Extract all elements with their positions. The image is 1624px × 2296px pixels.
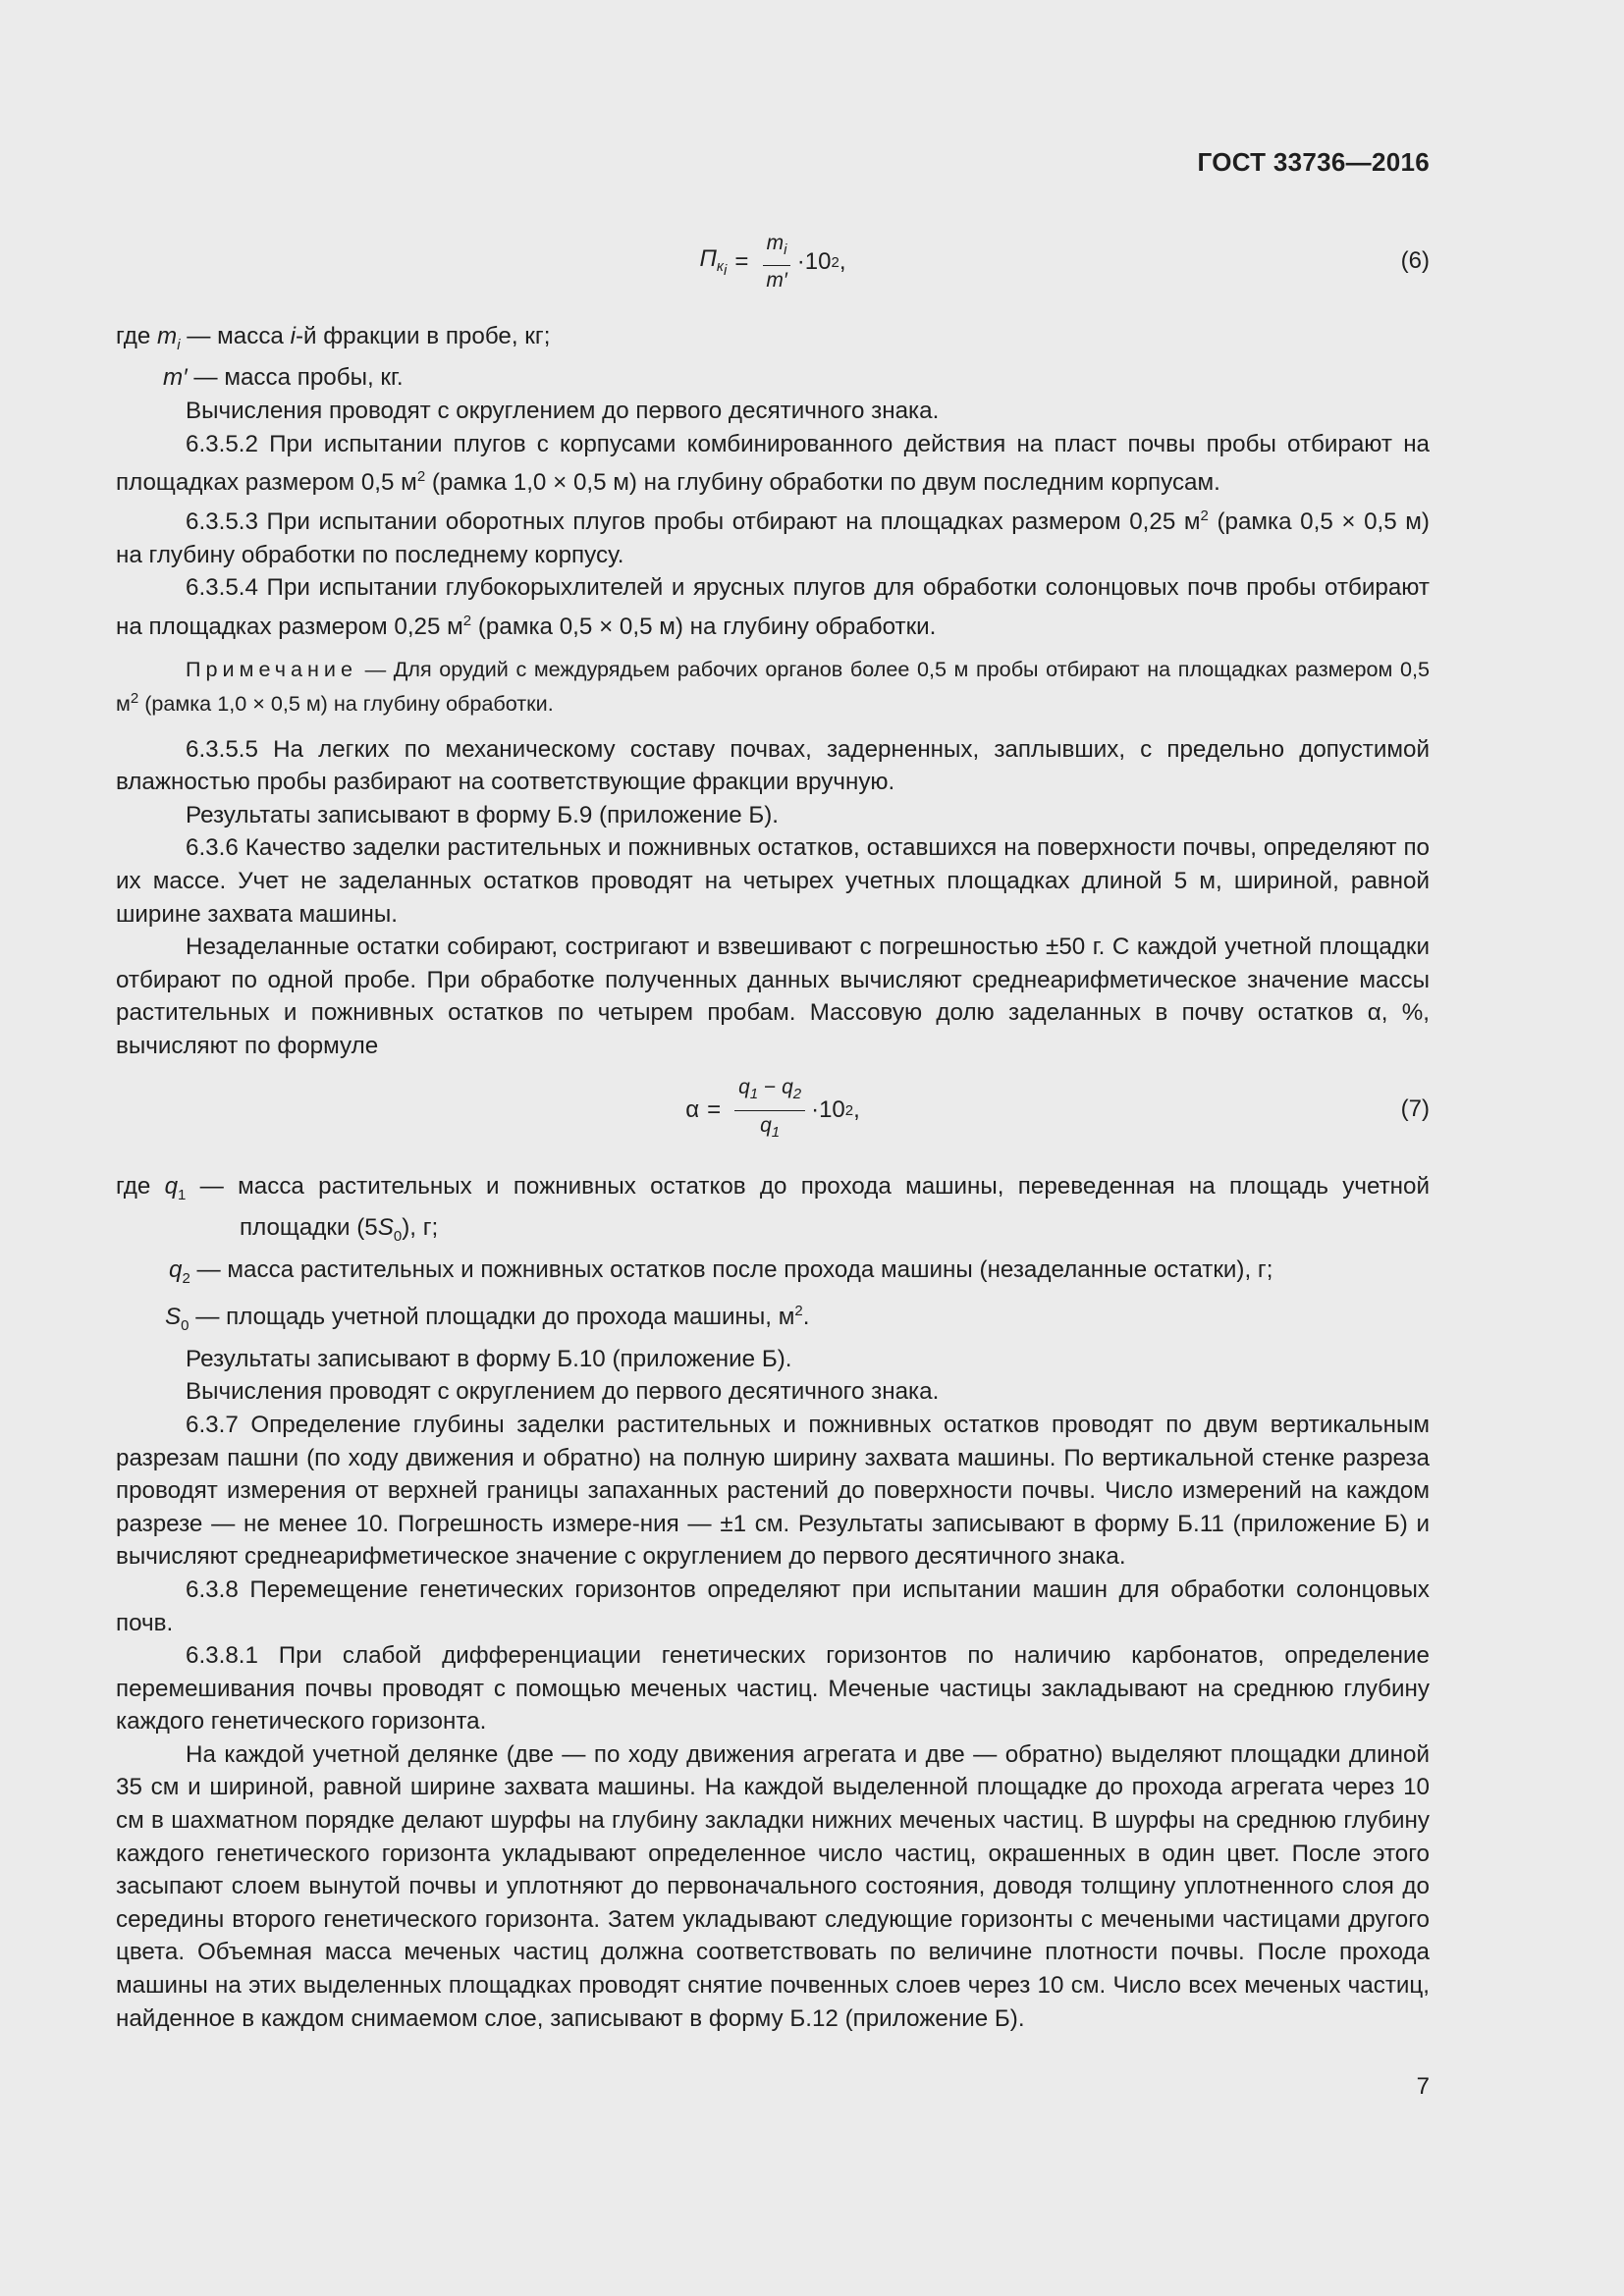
paragraph-6-3-8: 6.3.8 Перемещение генетических горизонтов определяют при испытании машин для обработки солонцовых почв. (116, 1575, 1430, 1636)
formula-7-number: (7) (1400, 1095, 1430, 1122)
paragraph-6-3-5-4: 6.3.5.4 При испытании глубокорыхлителей и ярусных плугов для обработки солонцовых почв пробы отбирают на площадках размером 0,25 $м^2$ (рамка 0,5 × 0,5 м) на глубину обработки. (116, 574, 1430, 640)
paragraph-results-b9: Результаты записывают в форму Б.9 (приложение Б). (186, 801, 780, 828)
paragraph-unburied-residues: Незаделанные остатки собирают, состригают и взвешивают с погрешностью ±50 г. С каждой учетной площадки отбирают по одной пробе. При обработке полученных данных вычисляют среднеарифметическое значение массы растительных и пожнивных остатков по четырем пробам. Массовую долю заделанных в почву остатков α, %, вычисляют по формуле (116, 934, 1430, 1059)
note: Примечание — Для орудий с междурядьем рабочих органов более 0,5 м пробы отбирают на площадках размером 0,5 $м^2$ (рамка 1,0 × 0,5 м) на глубину обработки. (116, 657, 1430, 717)
definition-q2: $q_2$ — масса растительных и пожнивных остатков после прохода машины (незаделанные остатки), г; (169, 1255, 1273, 1287)
document-header: ГОСТ 33736—2016 (1197, 147, 1430, 177)
formula-6-multiplier: ·10 (796, 248, 832, 275)
text-block-1 (116, 320, 1430, 1062)
text-block-2 (116, 1170, 1430, 2035)
equals-sign: = (734, 248, 749, 275)
paragraph-6-3-5-2: 6.3.5.2 При испытании плугов с корпусами комбинированного действия на пласт почвы пробы отбирают на площадках размером 0,5 $м^2$ (рамка 1,0 × 0,5 м) на глубину обработки по двум последним корпусам. (116, 430, 1430, 497)
paragraph-6-3-5-3: 6.3.5.3 При испытании оборотных плугов пробы отбирают на площадках размером 0,25 $м^2$ (рамка 0,5 × 0,5 м) на глубину обработки по последнему корпусу. (116, 507, 1430, 568)
formula-6-fraction: $\frac{m_i}{m'}$ (762, 231, 790, 294)
note-label: Примечание (186, 657, 357, 682)
definition-m: m′ — масса пробы, кг. (163, 364, 404, 392)
paragraph-rounding-2: Вычисления проводят с округлением до первого десятичного знака. (186, 1378, 940, 1406)
formula-6-expression: $П_{к_i}$ = $\frac{m_i}{m'}$ ·10 2 , (699, 231, 846, 293)
formula-7-expression: α = $\frac{q_1 - q_2}{q_1}$ ·10 2 , (116, 1076, 1430, 1145)
paragraph-6-3-5-5: 6.3.5.5 На легких по механическому составу почвах, задерненных, заплывших, с предельно допустимой влажностью пробы разбирают на соответствующие фракции вручную. (116, 735, 1430, 796)
definition-s0: $S_0$ — площадь учетной площадки до прохода машины, $м^2$. (165, 1303, 810, 1335)
formula-7 (116, 1076, 1430, 1145)
formula-7-multiplier: ·10 (811, 1096, 845, 1123)
paragraph-6-3-6: 6.3.6 Качество заделки растительных и пожнивных остатков, оставшихся на поверхности почвы, определяют по их массе. Учет не заделанных остатков проводят на четырех учетных площадках длиной 5 м, шириной, равной ширине захвата машины. (116, 834, 1430, 928)
formula-7-lhs: α (685, 1096, 700, 1123)
paragraph-marked-particles: На каждой учетной делянке (две — по ходу движения агрегата и две — обратно) выделяют площадки длиной 35 см и шириной, равной ширине захвата машины. На каждой выделенной площадке до прохода агрегата через 10 см в шахматном порядке делают шурфы на глубину закладки нижних меченых частиц. В шурфы на среднюю глубину каждого генетического горизонта укладывают определенное число частиц, окрашенных в один цвет. После этого засыпают слоем вынутой почвы и уплотняют до первоначального состояния, доводя толщину уплотненного слоя до середины второго генетического горизонта. Затем укладывают следующие горизонты с мечеными частицами другого цвета. Объемная масса меченых частиц должна соответствовать по величине плотности почвы. После прохода машины на этих выделенных площадках проводят снятие почвенных слоев через 10 см. Число всех меченых частиц, найденное в каждом снимаемом слое, записывают в форму Б.12 (приложение Б). (116, 1740, 1430, 2032)
paragraph-6-3-8-1: 6.3.8.1 При слабой дифференциации генетических горизонтов по наличию карбонатов, определение перемешивания почвы проводят с помощью меченых частиц. Меченые частицы закладывают на среднюю глубину каждого генетического горизонта. (116, 1642, 1430, 1735)
definition-q1: где $q_1$ — масса растительных и пожнивных остатков до прохода машины, переведенная на площадь учетной площадки $(5S_0)$, г; (116, 1173, 1430, 1246)
paragraph-6-3-7: 6.3.7 Определение глубины заделки растительных и пожнивных остатков проводят по двум вертикальным разрезам пашни (по ходу движения и обратно) на полную ширину захвата машины. По вертикальной стенке разреза проводят измерения от верхней границы запаханных растений до поверхности почвы. Число измерений на каждом разрезе — не менее 10. Погрешность измере-ния — ±1 см. Результаты записывают в форму Б.11 (приложение Б) и вычисляют среднеарифметическое значение с округлением до первого десятичного знака. (116, 1411, 1430, 1571)
paragraph-results-b10: Результаты записывают в форму Б.10 (приложение Б). (186, 1345, 792, 1372)
page-number: 7 (1416, 2073, 1430, 2100)
formula-7-fraction: $\frac{q_1 - q_2}{q_1}$ (734, 1075, 805, 1145)
formula-6-number: (6) (1400, 247, 1430, 274)
equals-sign: = (707, 1096, 722, 1123)
definition-m-i: где $m_i$ — масса i-й фракции в пробе, кг; (116, 323, 551, 353)
paragraph-rounding-1: Вычисления проводят с округлением до первого десятичного знака. (186, 398, 940, 425)
formula-6 (116, 228, 1430, 296)
formula-6-lhs: $П_{к_i}$ (699, 244, 728, 280)
